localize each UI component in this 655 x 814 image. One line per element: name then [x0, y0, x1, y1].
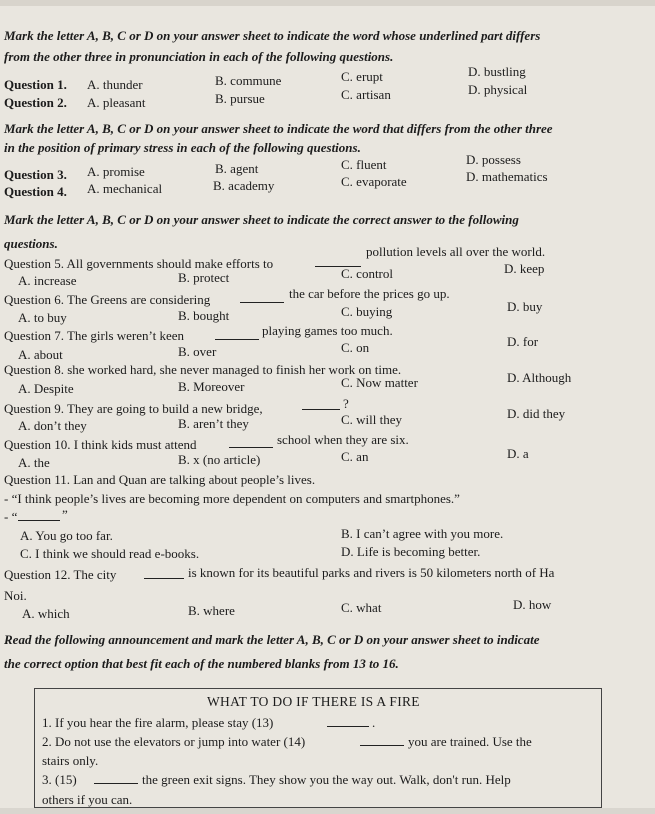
q4-option-c: C. evaporate	[341, 174, 407, 189]
q2-option-b: B. pursue	[215, 91, 265, 106]
q11-dialog-close: ”	[62, 507, 68, 522]
q11-option-d: D. Life is becoming better.	[341, 544, 481, 559]
section1-instruction-1: Mark the letter A, B, C or D on your answer sheet to indicate the word whose underlined part differs	[4, 28, 541, 43]
q2-option-d: D. physical	[468, 82, 528, 97]
section3-instruction-1: Mark the letter A, B, C or D on your answer sheet to indicate the correct answer to the following	[4, 212, 519, 227]
q7-option-d: D. for	[507, 334, 539, 349]
q9-option-a: A. don’t they	[18, 418, 87, 433]
blank-15	[94, 783, 138, 784]
q6-option-a: A. to buy	[18, 310, 67, 325]
q8-option-c: C. Now matter	[341, 375, 418, 390]
q4-option-a: A. mechanical	[87, 181, 163, 196]
q3-option-a: A. promise	[87, 164, 145, 179]
q5-option-a: A. increase	[18, 273, 77, 288]
q10-blank	[229, 447, 273, 448]
q7-stem-start: Question 7. The girls weren’t keen	[4, 328, 185, 343]
q10-stem-end: school when they are six.	[277, 432, 409, 447]
q2-label: Question 2.	[4, 95, 67, 110]
q10-option-b: B. x (no article)	[178, 452, 261, 467]
q11-option-a: A. You go too far.	[20, 528, 113, 543]
q3-option-b: B. agent	[215, 161, 259, 176]
q10-stem-start: Question 10. I think kids must attend	[4, 437, 197, 452]
bottom-edge	[0, 808, 655, 814]
q1-option-a: A. thunder	[87, 77, 143, 92]
q2-option-a: A. pleasant	[87, 95, 146, 110]
q11-stem: Question 11. Lan and Quan are talking about people’s lives.	[4, 472, 316, 487]
q7-option-b: B. over	[178, 344, 217, 359]
q10-option-d: D. a	[507, 446, 529, 461]
q11-option-b: B. I can’t agree with you more.	[341, 526, 504, 541]
announcement-line2-end: you are trained. Use the	[408, 734, 532, 749]
announcement-line1-end: .	[372, 715, 376, 730]
q9-option-b: B. aren’t they	[178, 416, 249, 431]
announcement-title: WHAT TO DO IF THERE IS A FIRE	[207, 694, 420, 709]
q9-option-d: D. did they	[507, 406, 566, 421]
q3-label: Question 3.	[4, 167, 67, 182]
announcement-line5: others if you can.	[42, 792, 133, 807]
announcement-line1-start: 1. If you hear the fire alarm, please stay (13)	[42, 715, 274, 730]
q1-option-b: B. commune	[215, 73, 282, 88]
announcement-line2-start: 2. Do not use the elevators or jump into water (14)	[42, 734, 306, 749]
section2-instruction-2: in the position of primary stress in each of the following questions.	[4, 140, 361, 155]
q8-option-d: D. Although	[507, 370, 572, 385]
q3-option-c: C. fluent	[341, 157, 387, 172]
q5-option-b: B. protect	[178, 270, 230, 285]
q12-option-c: C. what	[341, 600, 382, 615]
q8-stem: Question 8. she worked hard, she never managed to finish her work on time.	[4, 362, 402, 377]
q3-option-d: D. possess	[466, 152, 521, 167]
q7-stem-end: playing games too much.	[262, 323, 393, 338]
q4-label: Question 4.	[4, 184, 67, 199]
section4-instruction-1: Read the following announcement and mark the letter A, B, C or D on your answer sheet to indicate	[4, 632, 540, 647]
q7-option-c: C. on	[341, 340, 370, 355]
blank-13	[327, 726, 369, 727]
q2-option-c: C. artisan	[341, 87, 391, 102]
q11-dialog-line1: - “I think people’s lives are becoming more dependent on computers and smartphones.”	[4, 491, 460, 506]
q6-stem-end: the car before the prices go up.	[289, 286, 450, 301]
q8-option-a: A. Despite	[18, 381, 74, 396]
section1-instruction-2: from the other three in pronunciation in each of the following questions.	[4, 49, 394, 64]
q5-stem-start: Question 5. All governments should make efforts to	[4, 256, 274, 271]
q10-option-a: A. the	[18, 455, 50, 470]
q12-option-d: D. how	[513, 597, 552, 612]
announcement-line3: stairs only.	[42, 753, 99, 768]
q12-stem-end: Noi.	[4, 588, 27, 603]
q6-option-c: C. buying	[341, 304, 393, 319]
q12-stem-start: Question 12. The city	[4, 567, 117, 582]
section2-instruction-1: Mark the letter A, B, C or D on your answer sheet to indicate the word that differs from the other three	[4, 121, 553, 136]
q12-stem-middle: is known for its beautiful parks and rivers is 50 kilometers north of Ha	[188, 565, 555, 580]
q9-option-c: C. will they	[341, 412, 403, 427]
q1-label: Question 1.	[4, 77, 67, 92]
q11-blank	[18, 520, 60, 521]
announcement-line4-end: the green exit signs. They show you the way out. Walk, don't run. Help	[142, 772, 511, 787]
announcement-line4-start: 3. (15)	[42, 772, 77, 787]
section3-instruction-2: questions.	[4, 236, 58, 251]
q9-stem-end: ?	[343, 396, 349, 411]
q5-option-d: D. keep	[504, 261, 545, 276]
q12-blank	[144, 578, 184, 579]
q1-option-c: C. erupt	[341, 69, 383, 84]
q5-stem-end: pollution levels all over the world.	[366, 244, 546, 259]
q6-blank	[240, 302, 284, 303]
q11-dialog-open: - “	[4, 509, 18, 524]
blank-14	[360, 745, 404, 746]
q4-option-b: B. academy	[213, 178, 275, 193]
top-edge	[0, 0, 655, 6]
q6-option-d: D. buy	[507, 299, 543, 314]
q8-option-b: B. Moreover	[178, 379, 245, 394]
q6-stem-start: Question 6. The Greens are considering	[4, 292, 211, 307]
q12-option-b: B. where	[188, 603, 235, 618]
q7-blank	[215, 339, 259, 340]
q11-option-c: C. I think we should read e-books.	[20, 546, 200, 561]
q6-option-b: B. bought	[178, 308, 230, 323]
section4-instruction-2: the correct option that best fit each of the numbered blanks from 13 to 16.	[4, 656, 399, 671]
q12-option-a: A. which	[22, 606, 70, 621]
q7-option-a: A. about	[18, 347, 63, 362]
q1-option-d: D. bustling	[468, 64, 526, 79]
q10-option-c: C. an	[341, 449, 369, 464]
q9-blank	[302, 409, 340, 410]
q9-stem-start: Question 9. They are going to build a new bridge,	[4, 401, 263, 416]
q5-option-c: C. control	[341, 266, 393, 281]
q4-option-d: D. mathematics	[466, 169, 548, 184]
